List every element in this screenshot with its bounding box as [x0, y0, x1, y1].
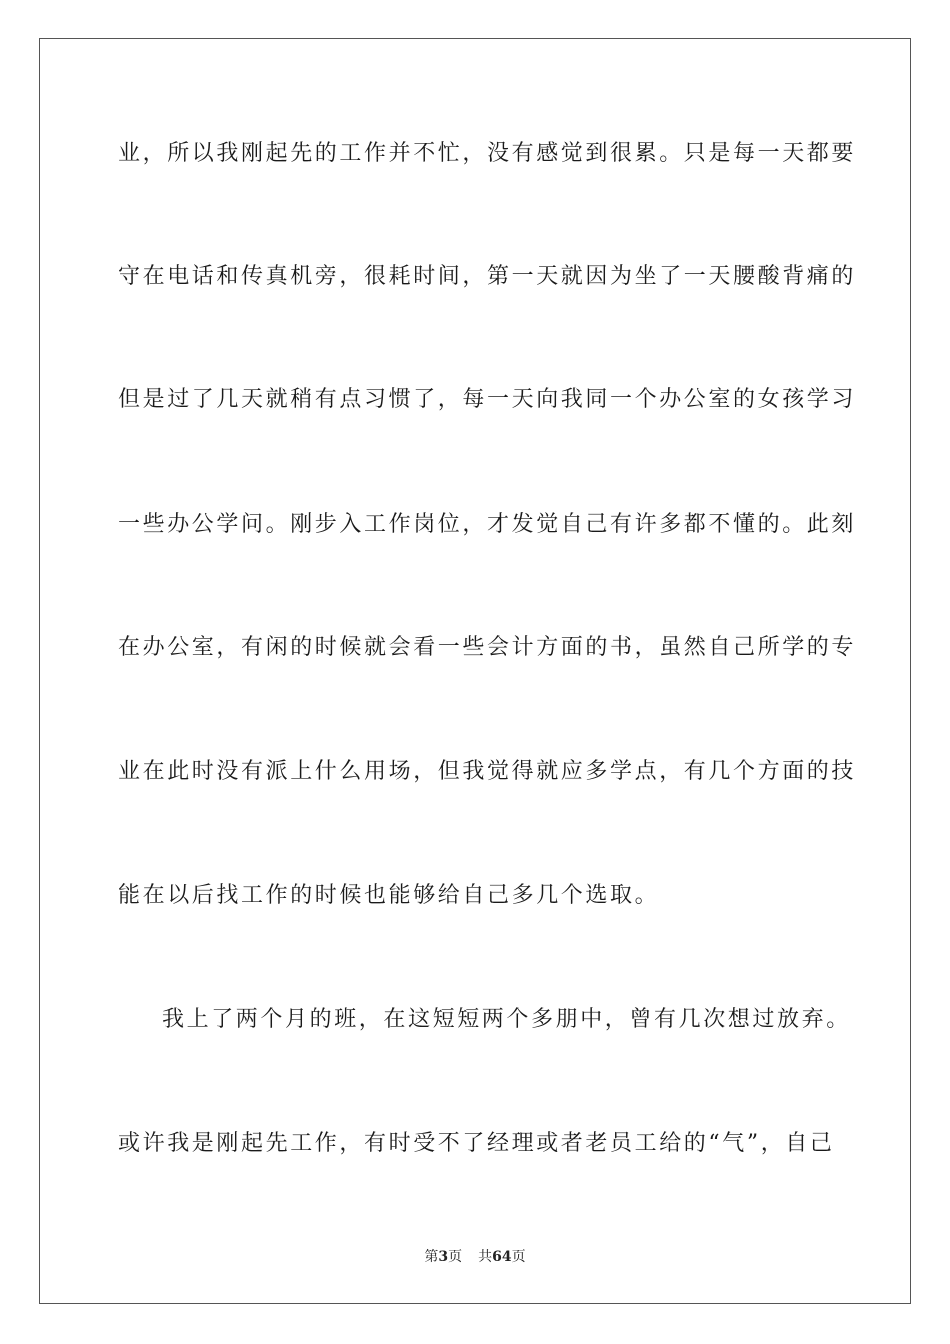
total-pages: 64: [492, 1249, 512, 1265]
page-number: 3: [438, 1249, 449, 1265]
text-line-8: 我上了两个月的班，在这短短两个多朋中，曾有几次想过放弃。: [162, 1007, 851, 1032]
text-line-4: 一些办公学问。刚步入工作岗位，才发觉自己有许多都不懂的。此刻: [118, 512, 857, 537]
page-footer: [0, 1248, 950, 1266]
page-prefix: 第: [424, 1249, 439, 1265]
text-line-6: 业在此时没有派上什么用场，但我觉得就应多学点，有几个方面的技: [118, 759, 857, 784]
page-suffix: 页: [448, 1249, 463, 1265]
text-line-9: 或许我是刚起先工作，有时受不了经理或者老员工给的“气”，自己: [118, 1131, 835, 1156]
total-suffix: 页: [511, 1249, 526, 1265]
text-line-7: 能在以后找工作的时候也能够给自己多几个选取。: [118, 883, 660, 908]
text-line-2: 守在电话和传真机旁，很耗时间，第一天就因为坐了一天腰酸背痛的: [118, 264, 857, 289]
total-prefix: 共: [478, 1249, 493, 1265]
text-line-1: 业，所以我刚起先的工作并不忙，没有感觉到很累。只是每一天都要: [118, 141, 857, 166]
text-line-5: 在办公室，有闲的时候就会看一些会计方面的书，虽然自己所学的专: [118, 635, 857, 660]
text-line-3: 但是过了几天就稍有点习惯了，每一天向我同一个办公室的女孩学习: [118, 387, 857, 412]
page-border: [39, 38, 911, 1304]
